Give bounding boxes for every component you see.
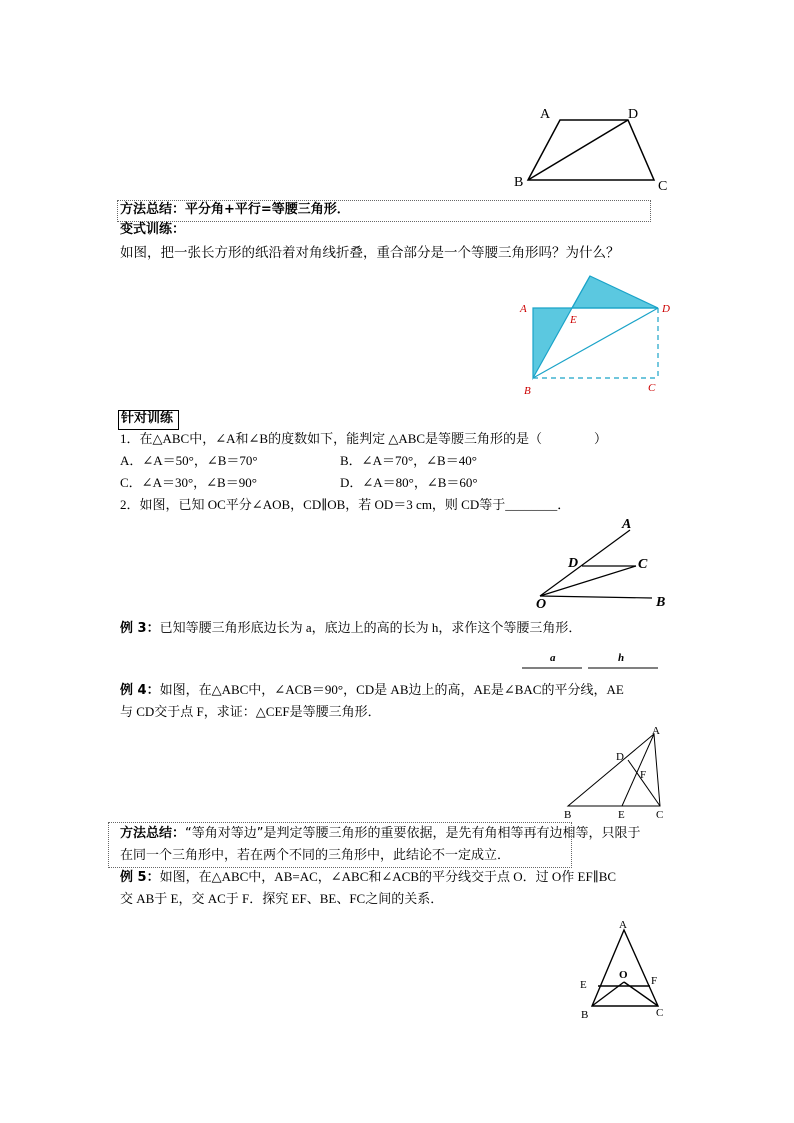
q1-option-a: A．∠A＝50°，∠B＝70° — [120, 453, 258, 468]
example-5-line2: 交 AB于 E，交 AC于 F．探究 EF、BE、FC之间的关系． — [120, 891, 444, 906]
fig4-label-b: B — [564, 809, 572, 821]
fig4-label-d: D — [616, 751, 624, 763]
segment-h-label: h — [618, 652, 625, 664]
fig3-label-d: D — [568, 556, 579, 571]
q1-option-c: C．∠A＝30°，∠B＝90° — [120, 475, 257, 490]
fig5-label-c: C — [656, 1007, 664, 1019]
fig5-label-e: E — [580, 979, 587, 991]
fig5-label-o: O — [619, 969, 628, 981]
q1-stem: 1．在△ABC中，∠A和∠B的度数如下，能判定 △ABC是等腰三角形的是（ ） — [120, 431, 608, 446]
q1-option-b: B．∠A＝70°，∠B＝40° — [340, 453, 477, 468]
fig4-label-c: C — [656, 809, 664, 821]
variant-heading: 变式训练： — [120, 222, 186, 237]
method-summary-2-line1: 方法总结：“等角对等边”是判定等腰三角形的重要依据，是先有角相等再有边相等，只限于 — [120, 826, 641, 841]
q2-text: 2．如图，已知 OC平分∠AOB，CD∥OB，若 OD＝3 cm，则 CD等于________． — [120, 497, 571, 512]
fig2-label-a: A — [520, 303, 527, 315]
fig5-label-a: A — [619, 919, 627, 931]
method-summary-2-line2: 在同一个三角形中，若在两个不同的三角形中，此结论不一定成立． — [120, 848, 511, 863]
fig3-label-a: A — [622, 517, 632, 532]
example-4-line1: 例 4：如图，在△ABC中，∠ACB＝90°，CD是 AB边上的高，AE是∠BAC的平分线，AE — [120, 682, 624, 698]
fig1-label-b: B — [514, 175, 524, 190]
fig1-label-d: D — [628, 107, 639, 122]
fig1-label-a: A — [540, 107, 551, 122]
fig2-label-d: D — [662, 303, 670, 315]
fig3-label-c: C — [638, 557, 648, 572]
fig3-label-b: B — [656, 595, 666, 610]
fig1-label-c: C — [658, 179, 668, 194]
fig4-label-f: F — [640, 769, 647, 781]
fold-shaded-top — [572, 276, 658, 308]
segment-a-label: a — [550, 652, 556, 664]
fig3-label-o: O — [536, 597, 547, 612]
fig4-label-e: E — [618, 809, 625, 821]
fig2-label-b: B — [524, 385, 531, 397]
example-5-line1: 例 5：如图，在△ABC中，AB=AC，∠ABC和∠ACB的平分线交于点 O．过 O作 EF∥BC — [120, 869, 617, 885]
fig5-label-b: B — [581, 1009, 589, 1021]
example-4-line2: 与 CD交于点 F，求证：△CEF是等腰三角形． — [120, 704, 381, 719]
example-3: 例 3：已知等腰三角形底边长为 a，底边上的高的长为 h，求作这个等腰三角形． — [120, 620, 582, 636]
fig4-label-a: A — [652, 725, 660, 737]
fig2-label-c: C — [648, 382, 656, 394]
q1-option-d: D．∠A＝80°，∠B＝60° — [340, 475, 478, 490]
fig5-label-f: F — [651, 975, 658, 987]
fig2-label-e: E — [570, 314, 577, 326]
method-summary-1: 方法总结：平分角+平行=等腰三角形． — [120, 202, 350, 217]
targeted-heading: 针对训练 — [121, 411, 174, 426]
variant-text: 如图，把一张长方形的纸沿着对角线折叠，重合部分是一个等腰三角形吗？为什么？ — [120, 245, 620, 261]
